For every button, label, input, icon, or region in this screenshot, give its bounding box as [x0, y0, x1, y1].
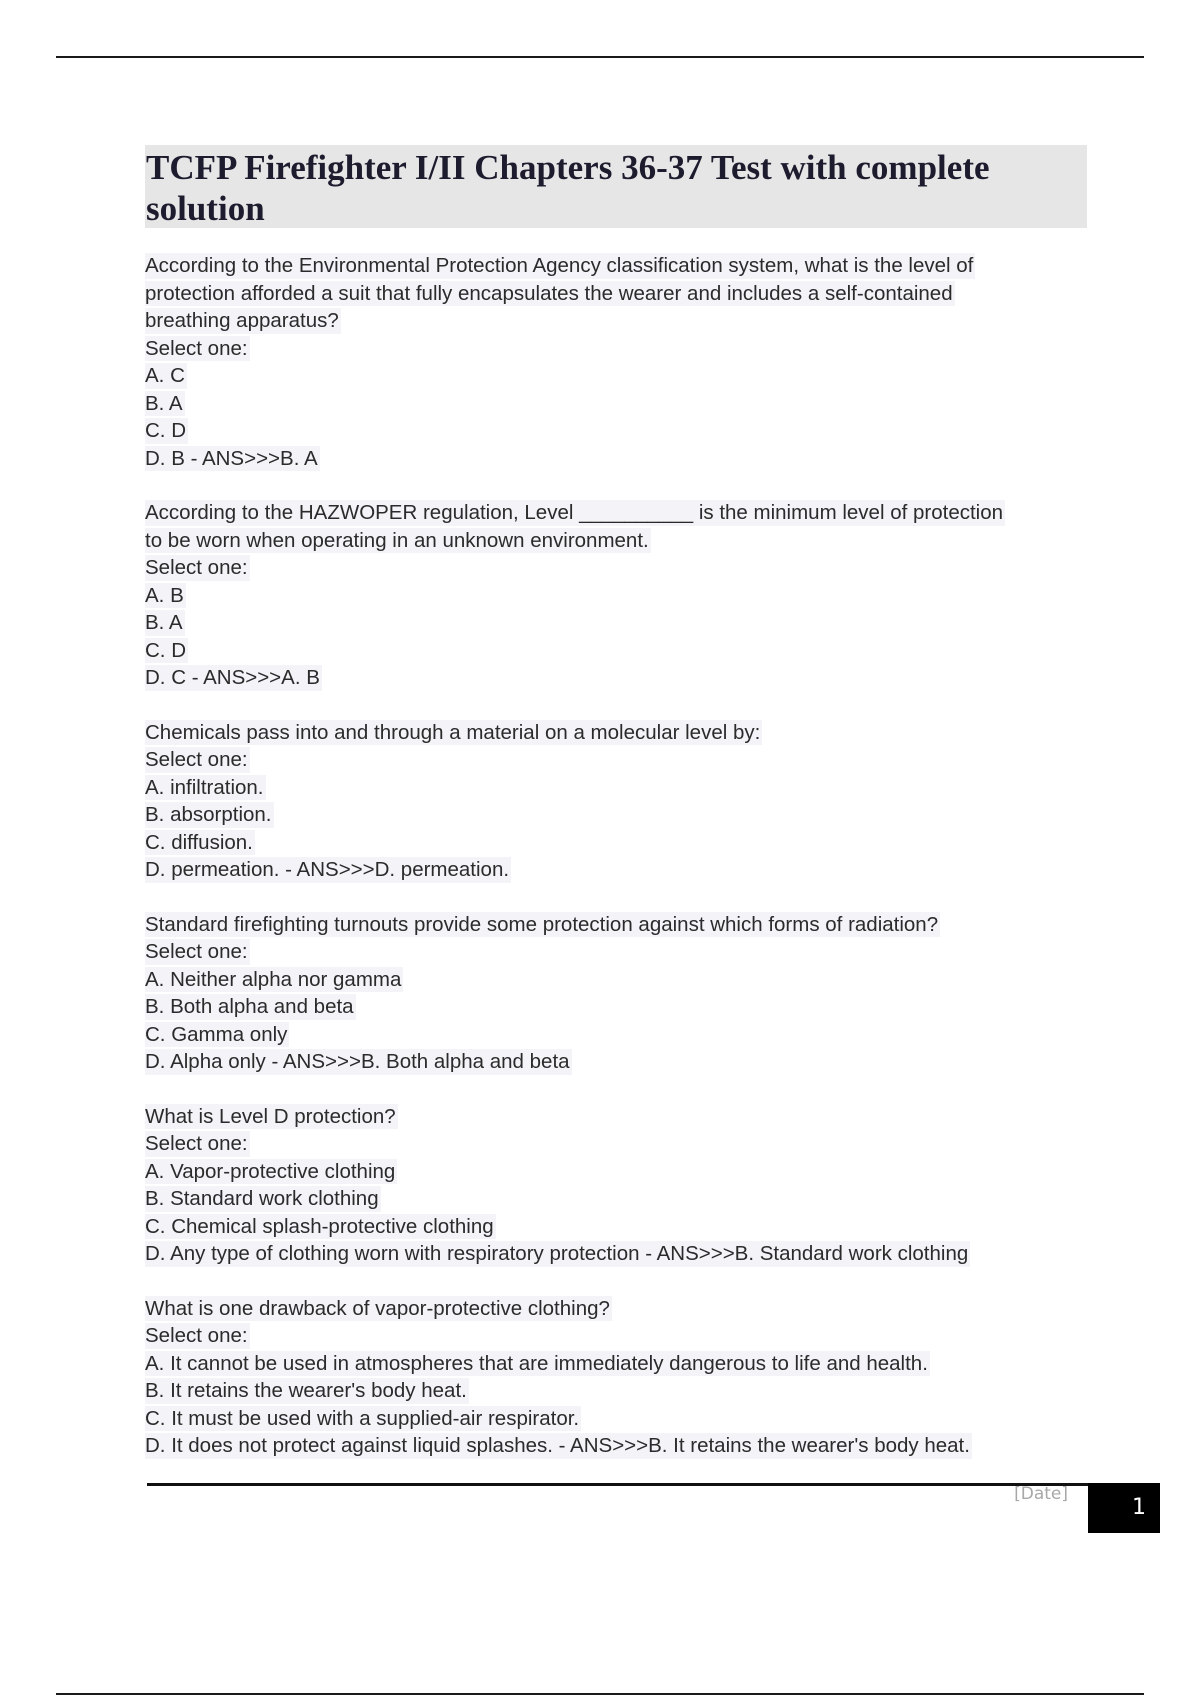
- question-prompt-line: What is one drawback of vapor-protective clothing?: [145, 1296, 610, 1320]
- answer-option: C. diffusion.: [145, 830, 253, 854]
- question-prompt-line: What is Level D protection?: [145, 1104, 396, 1128]
- question-prompt-line: According to the Environmental Protection Agency classification system, what is the level of: [145, 254, 974, 277]
- answer-option: A. C: [145, 364, 185, 387]
- question-5: [145, 1104, 1090, 1269]
- select-one-label: Select one:: [145, 1324, 248, 1347]
- answer-option: C. Chemical splash-protective clothing: [145, 1214, 494, 1238]
- answer-option: C. Gamma only: [145, 1022, 288, 1046]
- page-title: TCFP Firefighter I/II Chapters 36-37 Test with complete solution: [146, 148, 990, 228]
- answer-option: A. infiltration.: [145, 775, 264, 799]
- question-list: [145, 253, 1090, 1488]
- select-one-label: Select one:: [145, 940, 248, 963]
- question-prompt-line: According to the HAZWOPER regulation, Level __________ is the minimum level of protection: [145, 501, 1004, 524]
- question-prompt-line: Chemicals pass into and through a material on a molecular level by:: [145, 720, 761, 744]
- header-rule: [56, 56, 1144, 58]
- answer-option: A. B: [145, 583, 184, 607]
- title-banner: [145, 145, 1087, 228]
- answer-option: B. A: [145, 611, 183, 634]
- answer-option-with-key: D. permeation. - ANS>>>D. permeation.: [145, 858, 510, 881]
- answer-option: B. absorption.: [145, 803, 272, 826]
- question-4: [145, 912, 1090, 1077]
- question-3: [145, 720, 1090, 885]
- answer-option: C. D: [145, 638, 186, 662]
- question-prompt-line: protection afforded a suit that fully encapsulates the wearer and includes a self-contained: [145, 281, 953, 305]
- select-one-label: Select one:: [145, 1132, 248, 1155]
- answer-option: A. It cannot be used in atmospheres that are immediately dangerous to life and health.: [145, 1351, 928, 1375]
- answer-option-with-key: D. Any type of clothing worn with respiratory protection - ANS>>>B. Standard work clothing: [145, 1242, 969, 1265]
- answer-option: A. Neither alpha nor gamma: [145, 967, 402, 991]
- question-prompt-line: to be worn when operating in an unknown environment.: [145, 528, 649, 552]
- answer-option: B. Standard work clothing: [145, 1187, 379, 1210]
- answer-option: B. It retains the wearer's body heat.: [145, 1379, 467, 1402]
- answer-option-with-key: D. C - ANS>>>A. B: [145, 666, 320, 689]
- answer-option: B. A: [145, 391, 183, 415]
- answer-option: B. Both alpha and beta: [145, 995, 354, 1018]
- page-bottom-rule: [56, 1693, 1144, 1695]
- question-6: [145, 1296, 1090, 1461]
- footer-rule: [147, 1483, 1089, 1486]
- answer-option: C. It must be used with a supplied-air respirator.: [145, 1406, 580, 1430]
- select-one-label: Select one:: [145, 556, 248, 579]
- answer-option-with-key: D. Alpha only - ANS>>>B. Both alpha and beta: [145, 1050, 570, 1073]
- question-prompt-line: Standard firefighting turnouts provide some protection against which forms of radiation?: [145, 912, 939, 936]
- answer-option-with-key: D. B - ANS>>>B. A: [145, 446, 318, 470]
- select-one-label: Select one:: [145, 336, 248, 360]
- answer-option: A. Vapor-protective clothing: [145, 1159, 396, 1183]
- question-prompt-line: breathing apparatus?: [145, 309, 339, 332]
- select-one-label: Select one:: [145, 748, 248, 771]
- page-number: 1: [1088, 1483, 1160, 1533]
- footer-date-placeholder: [Date]: [1014, 1484, 1068, 1504]
- question-2: [145, 500, 1090, 693]
- answer-option: C. D: [145, 419, 186, 442]
- answer-option-with-key: D. It does not protect against liquid splashes. - ANS>>>B. It retains the wearer's body heat.: [145, 1434, 970, 1457]
- question-1: [145, 253, 1090, 473]
